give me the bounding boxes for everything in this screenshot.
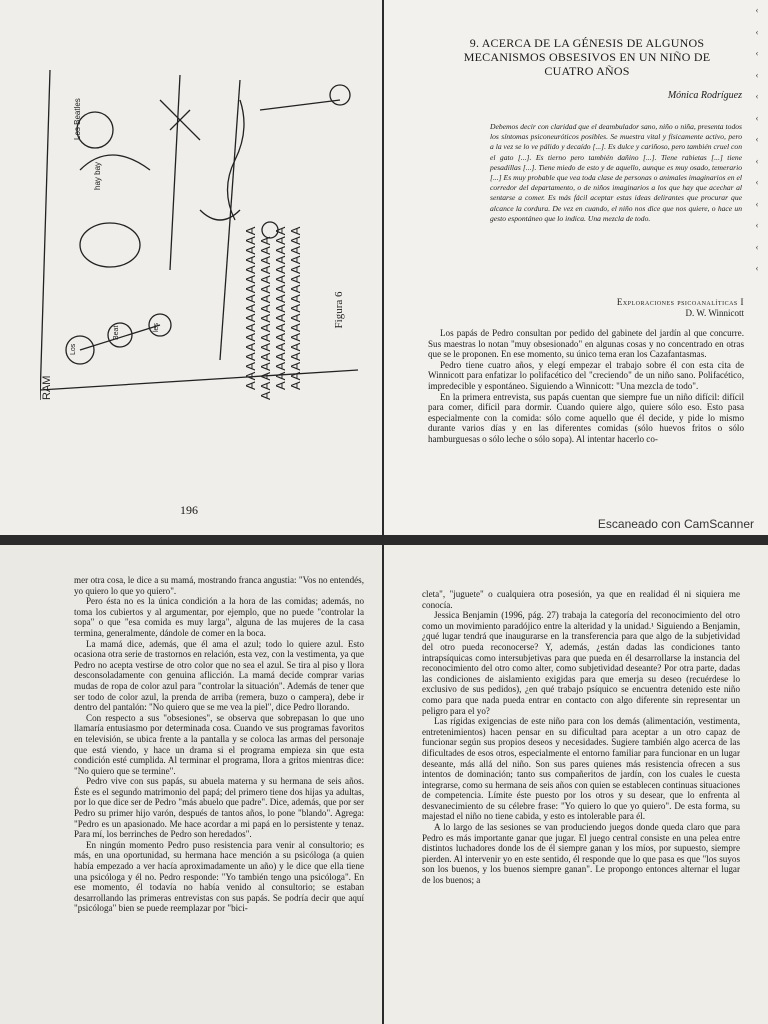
bubble-text: hay bay — [93, 161, 102, 190]
drawing-signature: RAM — [41, 375, 53, 400]
wheel-label-1: Los — [70, 343, 77, 355]
scream-text-3: AAAAAAAAAAAAAAAAA — [258, 235, 273, 400]
opening-body — [428, 328, 744, 445]
paragraph: cleta", "juguete" o cualquiera otra posesión, ya que en realidad él ni siquiera me conocía. — [422, 589, 740, 610]
balloon-text: Los Beatles — [73, 98, 82, 140]
page-bottom-left — [0, 545, 382, 1024]
wheel-label-2: Beat — [113, 325, 120, 340]
paragraph: Pedro vive con sus papás, su abuela materna y su hermana de seis años. Éste es el segundo matrimonio del papá; del primero tiene dos hijas ya adultas, por lo que dice ser de Pedro "más abuelo que padre". Dice, además, que por ser Pedro su primer hijo varón, después de tantos años, lo pone "blando". Agrega: "Pedro es un apasionado. Me hace acordar a mi papá en lo persistente y tenaz. Para mí, los berrinches de Pedro son heredados". — [74, 776, 364, 840]
scanner-watermark: Escaneado con CamScanner — [597, 517, 754, 531]
chapter-title: 9. ACERCA DE LA GÉNESIS DE ALGUNOS MECANISMOS OBSESIVOS EN UN NIÑO DE CUATRO AÑOS — [463, 36, 711, 78]
paragraph: En ningún momento Pedro puso resistencia para venir al consultorio; es más, en una oportunidad, su hermana hace mención a su psicóloga (a quien había empezado a ver hacía aproximadamente un año) y le dice que ella tiene una psicóloga y él no. Pedro responde: "Yo también tengo una psicóloga". En ese momento, él todavía no había venido al consultorio; se estaban desarrollando las primeras entrevistas con sus papás. Se podría decir que aquí "psicóloga" bien se puede reemplazar por "bici- — [74, 839, 364, 914]
figure-label: Figura 6 — [333, 291, 345, 329]
epigraph-source-title: Exploraciones psicoanalíticas I — [616, 297, 744, 307]
epigraph-source — [514, 297, 744, 319]
paragraph: mer otra cosa, le dice a su mamá, mostrando franca angustia: "Vos no entendés, yo quiero lo que yo quiero". — [74, 575, 364, 596]
paragraph: Jessica Benjamin (1996, pág. 27) trabaja la categoría del reconocimiento del otro como un movimiento paradójico entre la alteridad y la unidad.¹ Siguiendo a Benjamin, ¿qué lugar tendrá que inaugurarse en la transferencia para que algo de la subjetividad del otro pueda reconocerse? Y, además, ¿están dadas las condiciones tanto intrapsíquicas como intersubjetivas para que pueda en él desarrollarse la instancia del reconocimiento del otro como alter, como subjetividad deseante? Por otra parte, dadas las condiciones de aislamiento exigidas para que emerja su deseo (recuérdese lo exclusivo de sus pedidos), ¿en qué trabajo psíquico se encuentra detenido este niño como para que nada pueda entrar en contacto con algo diferente sin representar un peligro para el yo? — [422, 610, 740, 716]
paragraph: Pero ésta no es la única condición a la hora de las comidas; además, no toma los cubiertos y al argumentar, por ejemplo, que no puede "controlar la sopa" o que "esa comida es muy larga", alguna de las mujeres de la casa termina, generalmente, dándole de comer en la boca. — [74, 596, 364, 638]
bottom-left-body — [74, 575, 364, 914]
paragraph: Con respecto a sus "obsesiones", se observa que sobrepasan lo que uno llamaría entusiasmo por determinada cosa. Cuando ve sus programas favoritos en televisión, se ubica frente a la pantalla y se coloca las armas del personaje que está viendo, y hace un drama si el programa empieza sin que esta condición esté cumplida. Al terminar el programa, llora a gritos mientras dice: "No quiero que se termine". — [74, 712, 364, 776]
epigraph-source-author: D. W. Winnicott — [685, 308, 744, 318]
paragraph: Los papás de Pedro consultan por pedido del gabinete del jardín al que concurre. Sus maestras lo notan "muy obsesionado" en algunas cosas y no concentrado en otras que se le proponen. En ese momento, su único tema eran los Cazafantasmas. — [428, 328, 744, 360]
scream-text-1: AAAAAAAAAAAAAAAAA — [288, 225, 303, 390]
scream-text-4: AAAAAAAAAAAAAAAAA — [243, 225, 258, 390]
paragraph: En la primera entrevista, sus papás cuentan que siempre fue un niño difícil: difícil para comer, difícil para dormir. Cuando quiere algo, quiere sólo eso. Esto pasa especialmente con la comida: sólo come aquello que él decide, y pide lo mismo durante varios días y en las diferentes comidas (sólo huevos fritos o sólo hamburguesas o sólo leche o sólo sopa). Al intentar hacerlo co- — [428, 391, 744, 444]
paragraph: Las rígidas exigencias de este niño para con los demás (alimentación, vestimenta, entretenimientos) hacen pensar en su dificultad para aceptar a un otro capaz de funcionar según sus propios deseos y necesidades. Sugiere también algo acerca de las dificultades de esos otros, especialmente el entorno familiar para funcionar en un lugar deseante, más allá del niño. Son sus pares quienes más resistencia ofrecen a sus intentos de dominación; tanto sus compañeritos de jardín, con los cuales le cuesta integrarse, como su hermana de seis años con quien se establecen continuas situaciones de competencia. Límite éste puesto por los otros y su desear, que lo enfrenta al desvanecimiento de su célebre frase: "Yo quiero lo que yo quiero". De esta forma, su majestad el niño no tiene cabida, y esto es intolerable para él. — [422, 716, 740, 822]
page-number: 196 — [180, 503, 198, 517]
paragraph: Pedro tiene cuatro años, y elegí empezar el trabajo sobre él con esta cita de Winnicott para enfatizar lo polifacético del "creciendo" de un niño sano. Polifacético, impredecible y espontáneo. Siguiendo a Winnicott: "Una mezcla de todo". — [428, 359, 744, 391]
page-chapter-opening — [384, 0, 768, 535]
epigraph: Debemos decir con claridad que el deambulador sano, niño o niña, presenta todos los síntomas psiconeuróticos posibles. Se muestra vital y físicamente activo, pero a la vez se lo ve pálido y decaído [...]. Es dulce y cariñoso, pero también cruel con el gato [...]. Es tierno pero también dañino [...]. Tiene rabietas [...] tiene pesadillas [...]. Tiene miedo de esto y de aquello, aunque es muy osado, temerario [...] Es muy probable que vea toda clase de personas o animales imaginarios en el corredor del departamento, o de niños imaginarios a los que hay que acechar al sentarse a comer. Es más fácil aceptar estas ideas delirantes que procurar que alcance la cordura. De vez en cuando, el niño nos dice que nos quiere, o hace un gesto espontáneo que lo indica. Una mezcla de todo. — [490, 122, 742, 223]
chapter-author: Mónica Rodríguez — [667, 90, 742, 101]
bottom-right-body — [422, 589, 740, 886]
paragraph: La mamá dice, además, que él ama el azul; todo lo quiere azul. Esto ocasiona otra serie de trastornos en relación, esta vez, con la vestimenta, ya que Pedro no acepta vestirse de otro color que no sea el azul. Se tira al piso y llora desconsoladamente con genuina aflicción. La mamá decide comprar varias mudas de ropa de color azul para "controlar la situación". Además de tener que ser todo de color azul, la prenda de arriba (remera, buzo o campera), debe ir dentro del pantalón: "No quiero que se me vea la piel", dice Pedro llorando. — [74, 638, 364, 713]
wheel-label-3: les — [153, 323, 160, 332]
page-figure — [0, 0, 382, 535]
binding-marks: ‹ ‹ ‹ ‹ ‹ ‹ ‹ ‹ ‹ ‹ ‹ ‹ ‹ — [755, 5, 759, 273]
scream-text-2: AAAAAAAAAAAAAAAAA — [273, 225, 288, 390]
paragraph: A lo largo de las sesiones se van produciendo juegos donde queda claro que para Pedro es más importante ganar que jugar. El juego central consiste en una pelea entre distintos luchadores donde los de él siempre ganan y los míos, por supuesto, siempre pierden. Al intervenir yo en este sentido, él responde que lo que pasa es que "los suyos son los buenos, y los buenos siempre ganan". Le propongo entonces alternar el lugar de los buenos; a — [422, 822, 740, 886]
page-bottom-right — [384, 545, 768, 1024]
child-drawing — [40, 70, 358, 450]
